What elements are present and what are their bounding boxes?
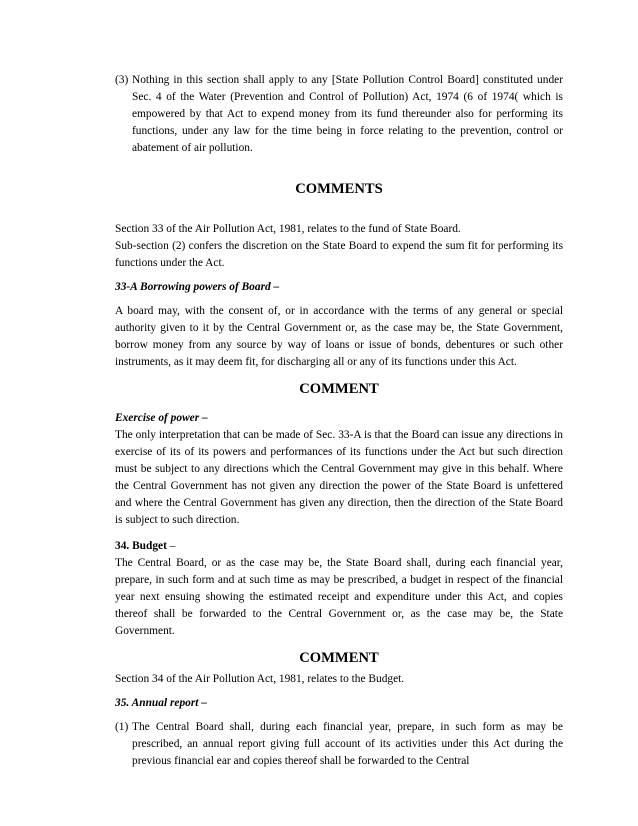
comment-heading-2: COMMENT	[299, 650, 379, 666]
subsection-3-number: (3)	[115, 74, 129, 86]
section-35-heading: 35. Annual report –	[115, 697, 207, 709]
subsection-3	[115, 72, 563, 157]
section-35-item-1-text: The Central Board shall, during each financial year, prepare, in such form as may be prescribed, an annual report giving full account of its activities under this Act during the previous financial ear and copies thereof shall be forwarded to the Central	[132, 721, 563, 767]
subsection-3-text: Nothing in this section shall apply to any [State Pollution Control Board] constituted under Sec. 4 of the Water (Prevention and Control of Pollution) Act, 1974 (6 of 1974( which is empowered by that Act to expend money from its fund thereunder also for performing its functions, under any law for the time being in force relating to the prevention, control or abatement of air pollution.	[132, 74, 563, 154]
comments-heading: COMMENTS	[295, 181, 383, 197]
section-33a-text: A board may, with the consent of, or in accordance with the terms of any general or special authority given to it by the Central Government or, as the case may be, the State Government, borrow money from any source by way of loans or issue of bonds, debentures or such other instruments, as it may deem fit, for discharging all or any of its functions under this Act.	[115, 305, 563, 368]
section-34-text: The Central Board, or as the case may be, the State Board shall, during each financial year, prepare, in such form and at such time as may be prescribed, a budget in respect of the financial year next ensuing showing the estimated receipt and expenditure under this Act, and copies thereof shall be forwarded to the Central Government or, as the case may be, the State Government.	[115, 557, 563, 637]
section-34-heading	[115, 538, 563, 555]
comments-line-2: Sub-section (2) confers the discretion on the State Board to expend the sum fit for performing its functions under the Act.	[115, 240, 563, 269]
section-34-dash: –	[166, 540, 176, 552]
exercise-of-power-heading: Exercise of power –	[115, 412, 208, 424]
section-33a-heading: 33-A Borrowing powers of Board –	[115, 281, 280, 293]
section-34-title: 34. Budget	[115, 540, 167, 552]
section-35-item-1-number: (1)	[115, 721, 129, 733]
comment-section-34-text: Section 34 of the Air Pollution Act, 1981, relates to the Budget.	[115, 673, 405, 685]
comments-line-1: Section 33 of the Air Pollution Act, 1981, relates to the fund of State Board.	[115, 223, 461, 235]
exercise-of-power-text: The only interpretation that can be made of Sec. 33-A is that the Board can issue any directions in exercise of its of its powers and performances of its functions under the Act but such direction must be subject to any directions which the Central Government may give in this behalf. Where the Central Government has not given any direction the power of the State Board is unfettered and where the Central Government has given any direction, then the direction of the State Board is subject to such direction.	[115, 429, 563, 526]
comment-heading-1: COMMENT	[299, 381, 379, 397]
section-35-item-1	[115, 719, 563, 770]
document-page	[115, 72, 563, 770]
